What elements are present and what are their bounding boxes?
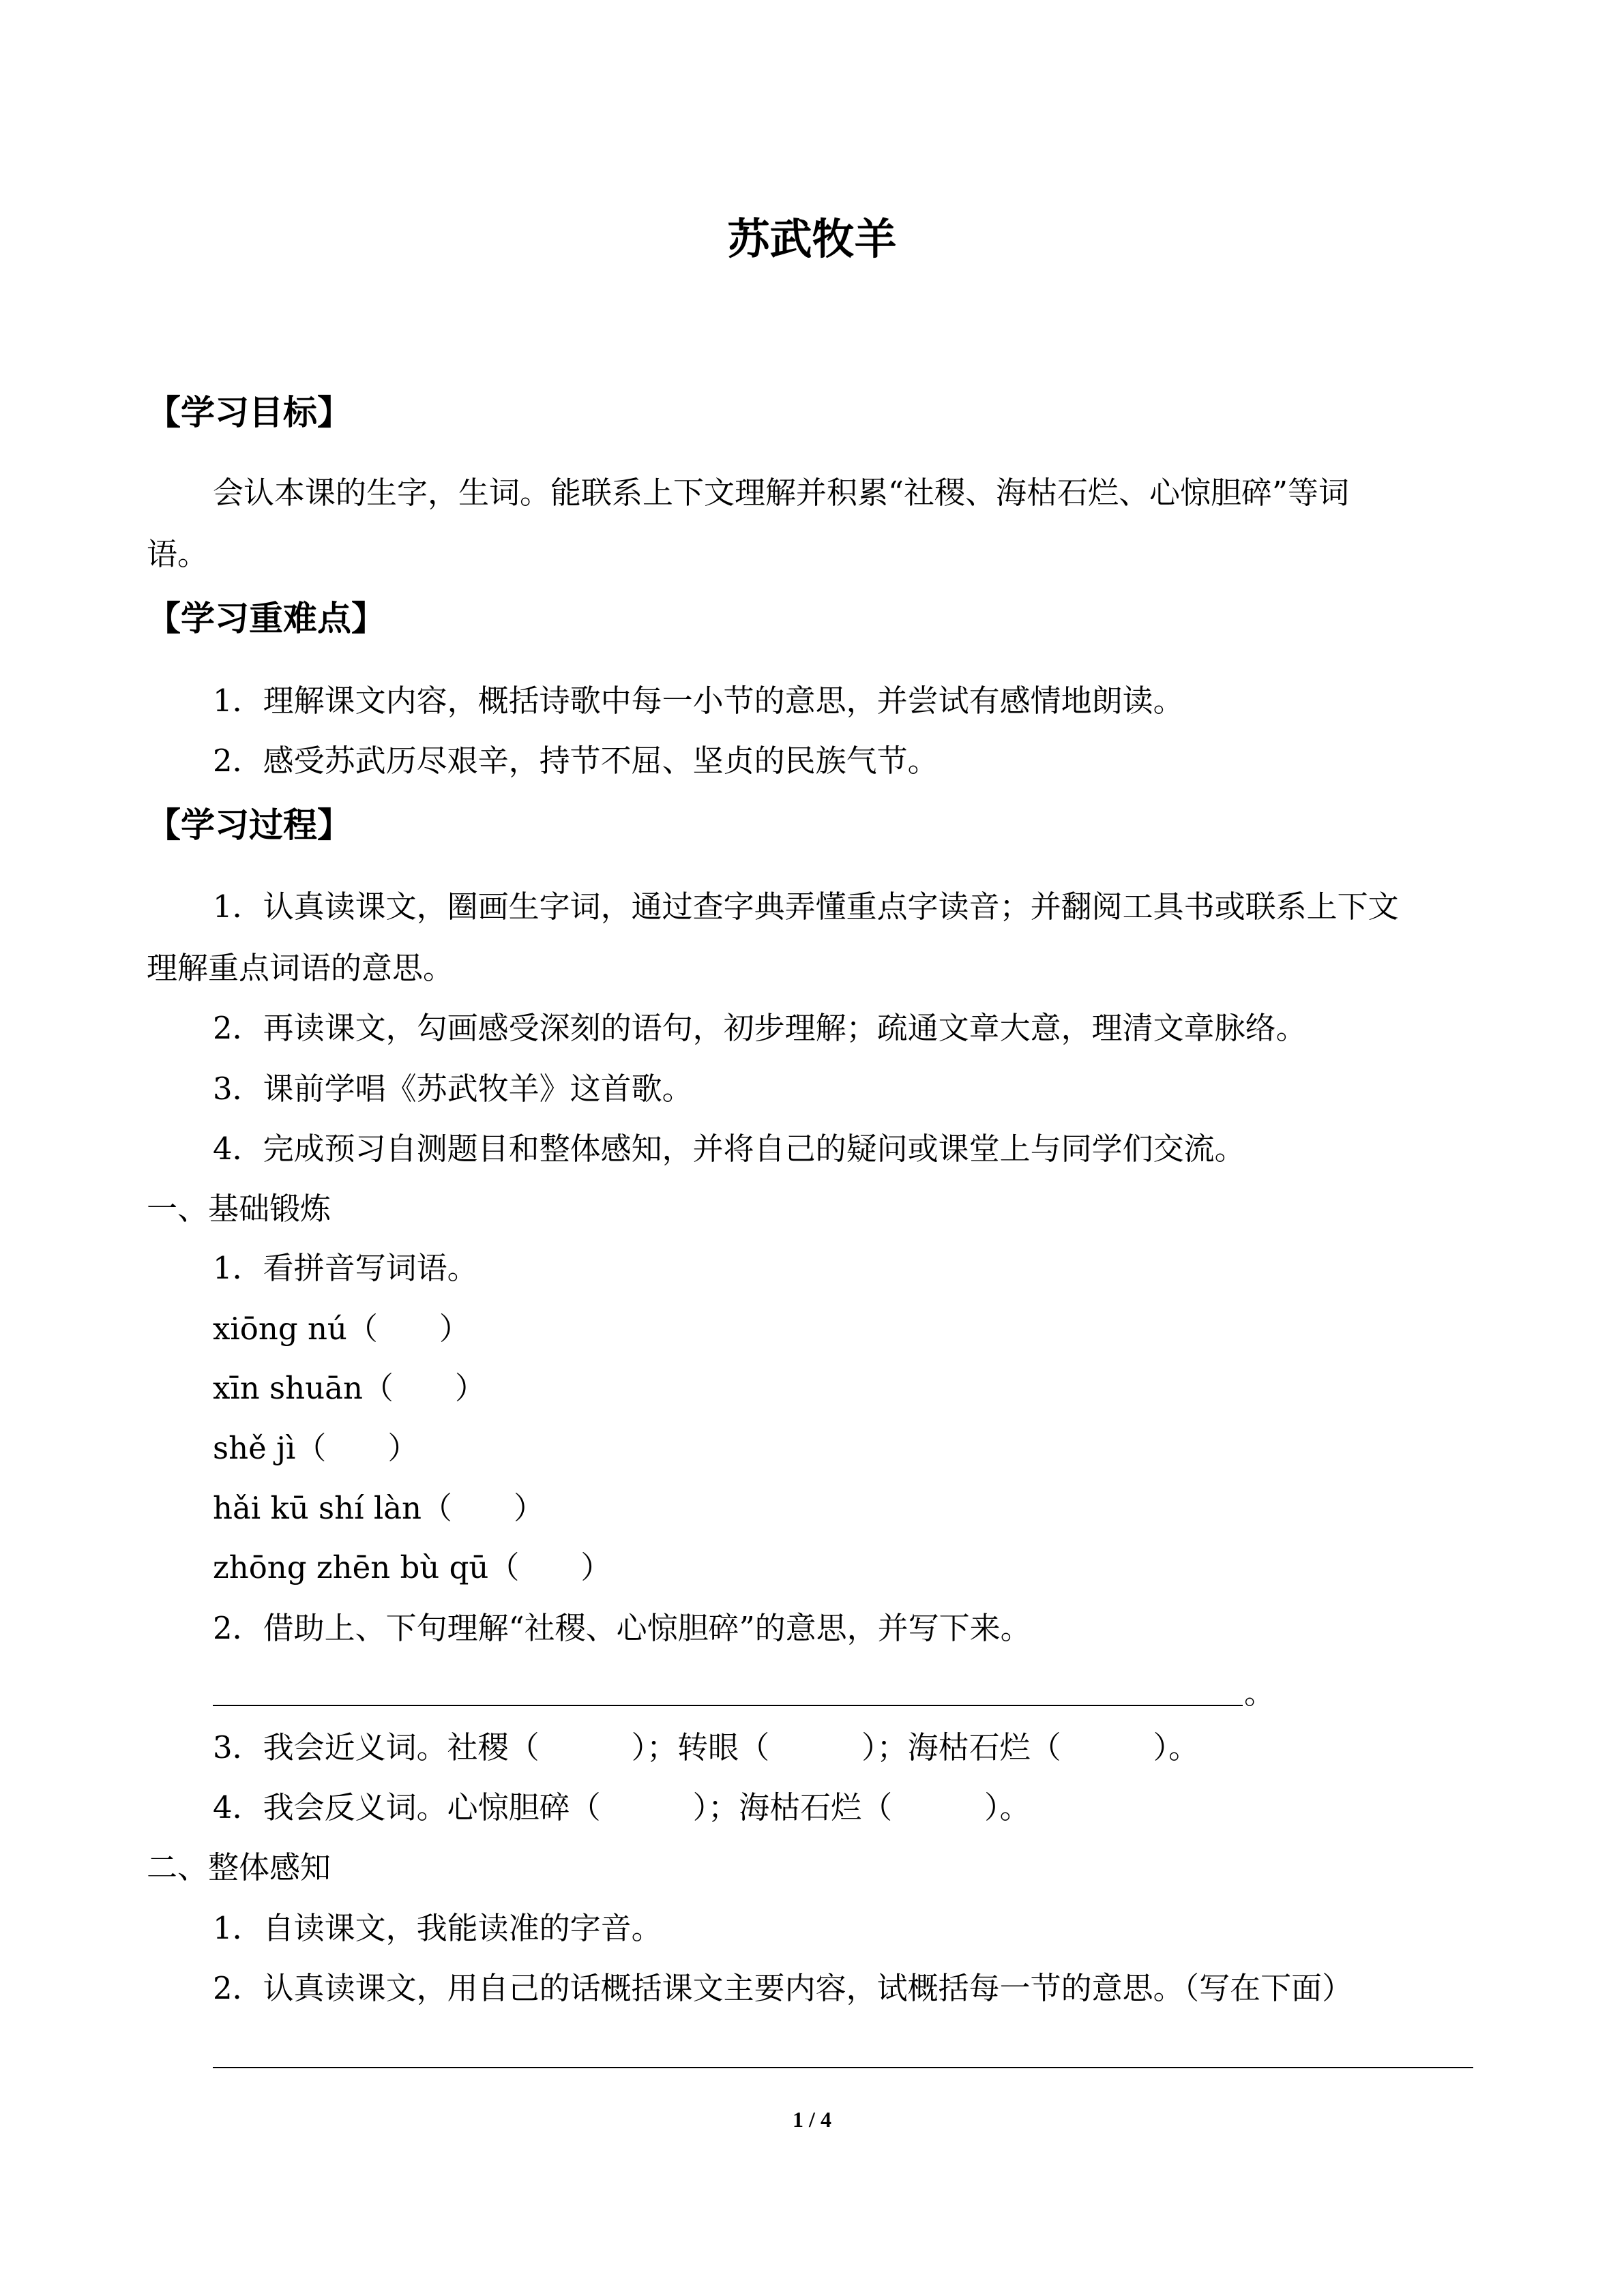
- process-item-1-line1: 1．认真读课文，圈画生字词，通过查字典弄懂重点字读音；并翻阅工具书或联系上下文: [213, 889, 1399, 925]
- heading-part1: 一、基础锻炼: [147, 1191, 331, 1227]
- process-item-3: 3．课前学唱《苏武牧羊》这首歌。: [213, 1071, 693, 1107]
- key-point-item-1: 1．理解课文内容，概括诗歌中每一小节的意思，并尝试有感情地朗读。: [213, 683, 1184, 719]
- pinyin-item: xīn shuān（ ）: [213, 1370, 486, 1406]
- key-point-item-2: 2．感受苏武历尽艰辛，持节不屈、坚贞的民族气节。: [213, 743, 939, 779]
- pinyin-item: zhōng zhēn bù qū（ ）: [213, 1549, 612, 1585]
- part2-question-1: 1．自读课文，我能读准的字音。: [213, 1910, 662, 1946]
- part1-question-1: 1．看拼音写词语。: [213, 1250, 478, 1286]
- page-number: 1 / 4: [793, 2107, 831, 2132]
- objectives-text-line2: 语。: [147, 536, 209, 572]
- process-item-4: 4．完成预习自测题目和整体感知，并将自己的疑问或课堂上与同学们交流。: [213, 1131, 1245, 1167]
- heading-key-points: 【学习重难点】: [147, 599, 385, 638]
- pinyin-item: shě jì（ ）: [213, 1430, 419, 1466]
- footer-divider: [213, 2067, 1473, 2068]
- heading-process: 【学习过程】: [147, 805, 351, 845]
- pinyin-item: xiōng nú（ ）: [213, 1311, 470, 1347]
- pinyin-item: hǎi kū shí làn（ ）: [213, 1490, 545, 1526]
- heading-objectives: 【学习目标】: [147, 393, 351, 432]
- part1-question-3: 3．我会近义词。社稷（ ）；转眼（ ）；海枯石烂（ ）。: [213, 1729, 1200, 1765]
- part1-question-2: 2．借助上、下句理解“社稷、心惊胆碎”的意思，并写下来。: [213, 1610, 1031, 1646]
- objectives-text-line1: 会认本课的生字，生词。能联系上下文理解并积累“社稷、海枯石烂、心惊胆碎”等词: [213, 475, 1350, 511]
- process-item-2: 2．再读课文，勾画感受深刻的语句，初步理解；疏通文章大意，理清文章脉络。: [213, 1010, 1307, 1046]
- answer-line-end: 。: [1244, 1675, 1275, 1711]
- answer-line: [213, 1705, 1243, 1706]
- process-item-1-line2: 理解重点词语的意思。: [147, 950, 454, 986]
- page-title: 苏武牧羊: [727, 214, 897, 264]
- part2-question-2: 2．认真读课文，用自己的话概括课文主要内容，试概括每一节的意思。（写在下面）: [213, 1970, 1353, 2006]
- heading-part2: 二、整体感知: [147, 1849, 331, 1885]
- part1-question-4: 4．我会反义词。心惊胆碎（ ）；海枯石烂（ ）。: [213, 1789, 1031, 1825]
